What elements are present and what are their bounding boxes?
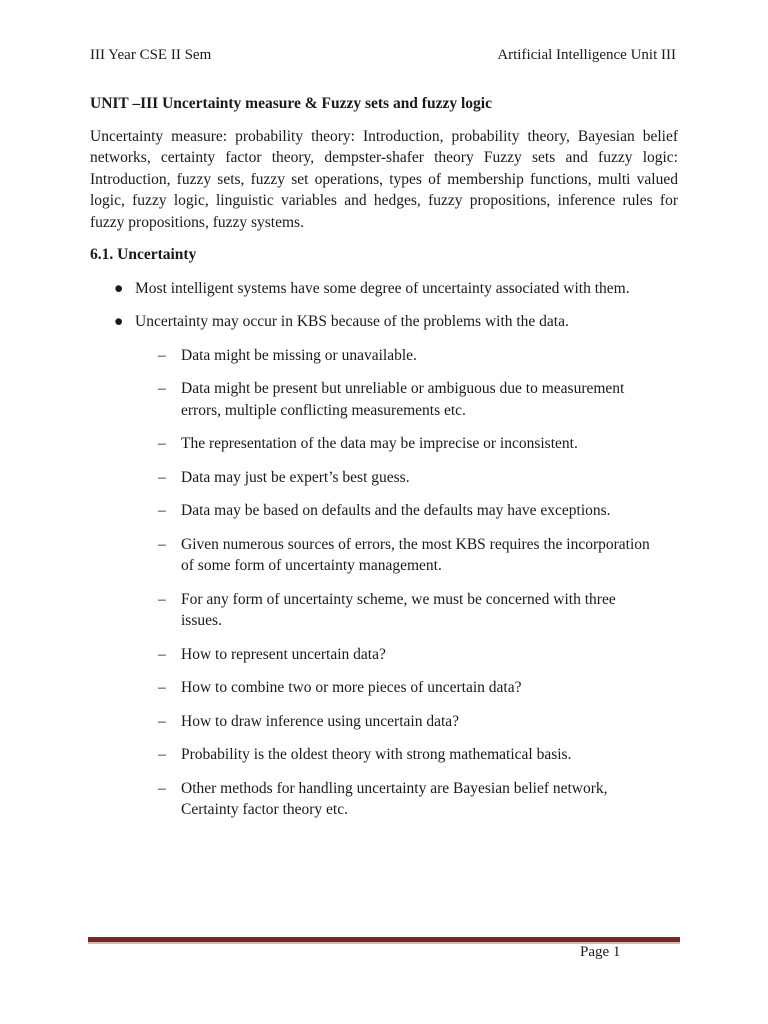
item-text: Most intelligent systems have some degree of uncertainty associated with them.: [135, 279, 630, 297]
footer-rule: [88, 937, 680, 944]
dash-item: [90, 500, 678, 522]
dash-icon: –: [158, 468, 166, 486]
item-text: Uncertainty may occur in KBS because of the problems with the data.: [135, 313, 569, 330]
bullet-item: [90, 311, 678, 333]
dash-icon: –: [158, 590, 166, 608]
dash-icon: –: [158, 779, 166, 797]
dash-item: [90, 433, 678, 455]
intro-paragraph: Uncertainty measure: probability theory: Introduction, probability theory, Bayesian belief networks, certainty factor theory, dempster-shafer theory Fuzzy sets and fuzzy logic: Introduction, fuzzy sets, fuzzy set operations, types of membership functions, multi valued logic, fuzzy logic, linguistic variables and hedges, fuzzy propositions, inference rules for fuzzy propositions, fuzzy systems.: [90, 127, 678, 231]
item-text: How to represent uncertain data?: [181, 645, 386, 663]
item-text: Other methods for handling uncertainty are Bayesian belief network, Certainty factor theory etc.: [181, 779, 608, 818]
dash-item: [90, 534, 678, 577]
dash-item: [90, 677, 678, 699]
item-text: Data might be present but unreliable or ambiguous due to measurement errors, multiple conflicting measurements etc.: [181, 380, 625, 419]
page-number: Page 1: [580, 944, 621, 960]
dash-icon: –: [158, 645, 166, 663]
dash-item: [90, 345, 678, 367]
header-left: III Year CSE II Sem: [90, 47, 212, 63]
item-text: Given numerous sources of errors, the most KBS requires the incorporation of some form of uncertainty management.: [181, 535, 650, 574]
dash-icon: –: [158, 346, 166, 364]
item-text: The representation of the data may be imprecise or inconsistent.: [181, 435, 578, 452]
unit-title: UNIT –III Uncertainty measure & Fuzzy sets and fuzzy logic: [90, 95, 492, 112]
item-text: Data may just be expert’s best guess.: [181, 468, 410, 486]
bullet-icon: ●: [114, 313, 124, 330]
dash-item: [90, 589, 678, 632]
item-text: For any form of uncertainty scheme, we must be concerned with three issues.: [181, 590, 616, 629]
item-text: How to draw inference using uncertain data?: [181, 712, 460, 730]
item-text: Probability is the oldest theory with strong mathematical basis.: [181, 746, 572, 763]
dash-item: [90, 378, 678, 421]
item-text: Data might be missing or unavailable.: [181, 346, 417, 364]
dash-icon: –: [158, 712, 166, 730]
bullet-list: [90, 278, 678, 821]
dash-icon: –: [158, 435, 166, 452]
dash-item: [90, 744, 678, 766]
dash-item: [90, 778, 678, 821]
dash-icon: –: [158, 679, 166, 696]
item-text: Data may be based on defaults and the defaults may have exceptions.: [181, 502, 611, 519]
dash-icon: –: [158, 535, 166, 553]
dash-icon: –: [158, 380, 166, 397]
dash-item: [90, 467, 678, 489]
bullet-item: [90, 278, 678, 300]
header-right: Artificial Intelligence Unit III: [497, 47, 676, 63]
bullet-icon: ●: [114, 279, 124, 297]
section-heading: 6.1. Uncertainty: [90, 246, 197, 263]
dash-item: [90, 644, 678, 666]
item-text: How to combine two or more pieces of uncertain data?: [181, 679, 522, 696]
dash-icon: –: [158, 746, 166, 763]
page-content: [90, 93, 678, 833]
dash-item: [90, 711, 678, 733]
dash-icon: –: [158, 502, 166, 519]
